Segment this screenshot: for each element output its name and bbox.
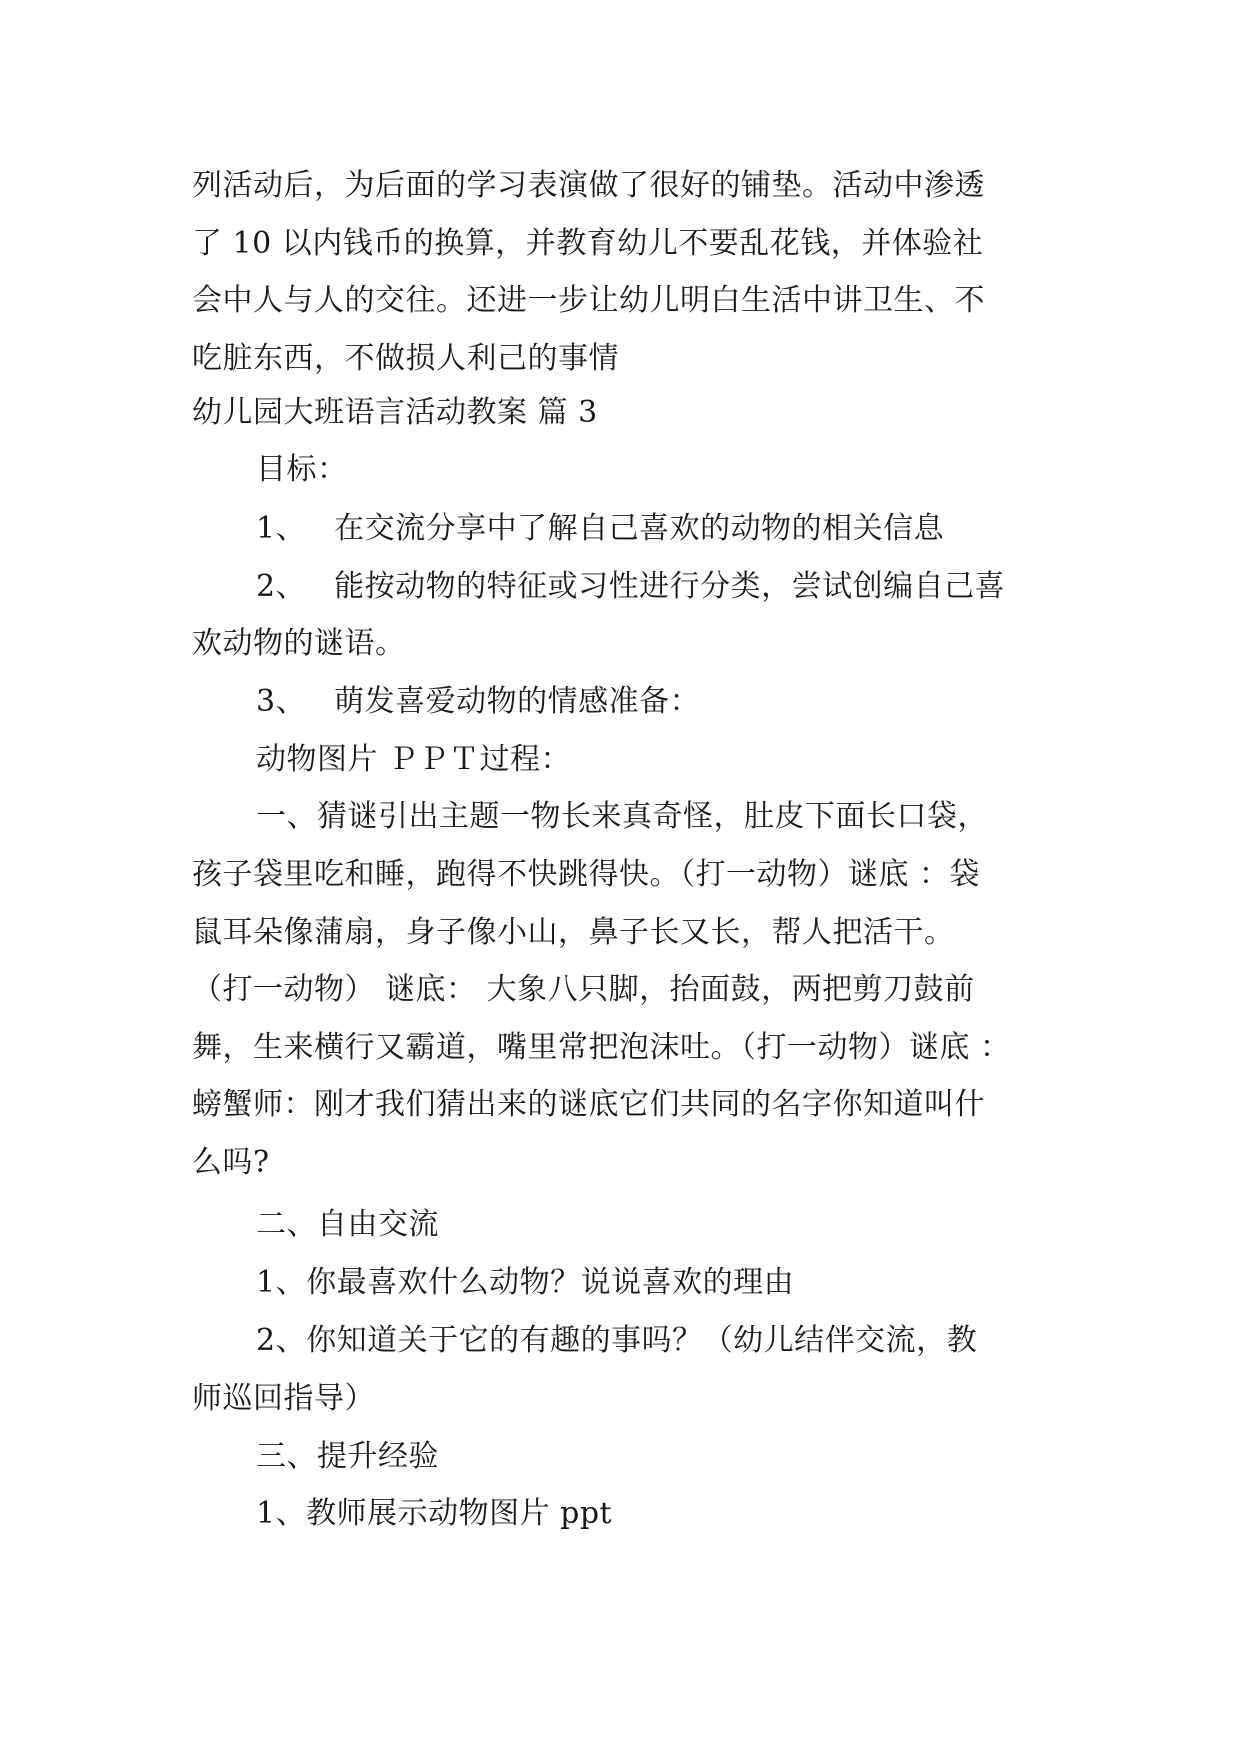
step1-line: 么吗? (192, 1145, 270, 1180)
goal-item-text: 在交流分享中了解自己喜欢的动物的相关信息 (334, 511, 945, 546)
goal-item-text: 能按动物的特征或习性进行分类，尝试创编自己喜 (334, 569, 1006, 604)
goal-item-number: 1、 (256, 511, 307, 546)
step1-line: 鼠耳朵像蒲扇，身子像小山，鼻子长又长，帮人把活干。 (192, 915, 955, 950)
paragraph-line: 吃脏东西，不做损人利己的事情 (192, 341, 619, 376)
step2-heading: 二、自由交流 (256, 1207, 439, 1242)
section-title: 幼儿园大班语言活动教案 篇 3 (192, 395, 598, 430)
step2-question-1: 1、你最喜欢什么动物？说说喜欢的理由 (256, 1265, 795, 1300)
step1-line: （打一动物） 谜底： 大象八只脚，抬面鼓，两把剪刀鼓前 (192, 972, 975, 1007)
step3-item-1: 1、教师展示动物图片 ppt (256, 1496, 613, 1531)
goal-item-2 (256, 567, 1005, 607)
step1-line: 一、猜谜引出主题一物长来真奇怪，肚皮下面长口袋， (256, 799, 988, 834)
step3-heading: 三、提升经验 (256, 1439, 439, 1474)
goal-item-1 (256, 509, 944, 549)
paragraph-line: 列活动后，为后面的学习表演做了很好的铺垫。活动中渗透 (192, 168, 985, 203)
step2-question-2: 2、你知道关于它的有趣的事吗？（幼儿结伴交流，教 (256, 1323, 978, 1358)
goal-item-number: 2、 (256, 569, 307, 604)
paragraph-line: 了 10 以内钱币的换算，并教育幼儿不要乱花钱，并体验社 (192, 226, 984, 261)
goals-heading: 目标： (256, 452, 348, 487)
step1-line: 舞，生来横行又霸道，嘴里常把泡沫吐。（打一动物）谜底 ： (192, 1030, 1011, 1065)
goal-item-text: 萌发喜爱动物的情感准备： (334, 684, 701, 719)
goal-item-number: 3、 (256, 684, 307, 719)
paragraph-line: 会中人与人的交往。还进一步让幼儿明白生活中讲卫生、不 (192, 283, 985, 318)
step1-line: 螃蟹师：刚才我们猜出来的谜底它们共同的名字你知道叫什 (192, 1087, 985, 1122)
goal-item-2-continuation: 欢动物的谜语。 (192, 626, 406, 661)
step1-line: 孩子袋里吃和睡，跑得不快跳得快。（打一动物）谜底 ：袋 (192, 857, 981, 892)
preparation-line: 动物图片 ＰＰＴ过程： (256, 742, 572, 777)
goal-item-3 (256, 682, 700, 722)
step2-question-2-continuation: 师巡回指导） (192, 1381, 375, 1416)
